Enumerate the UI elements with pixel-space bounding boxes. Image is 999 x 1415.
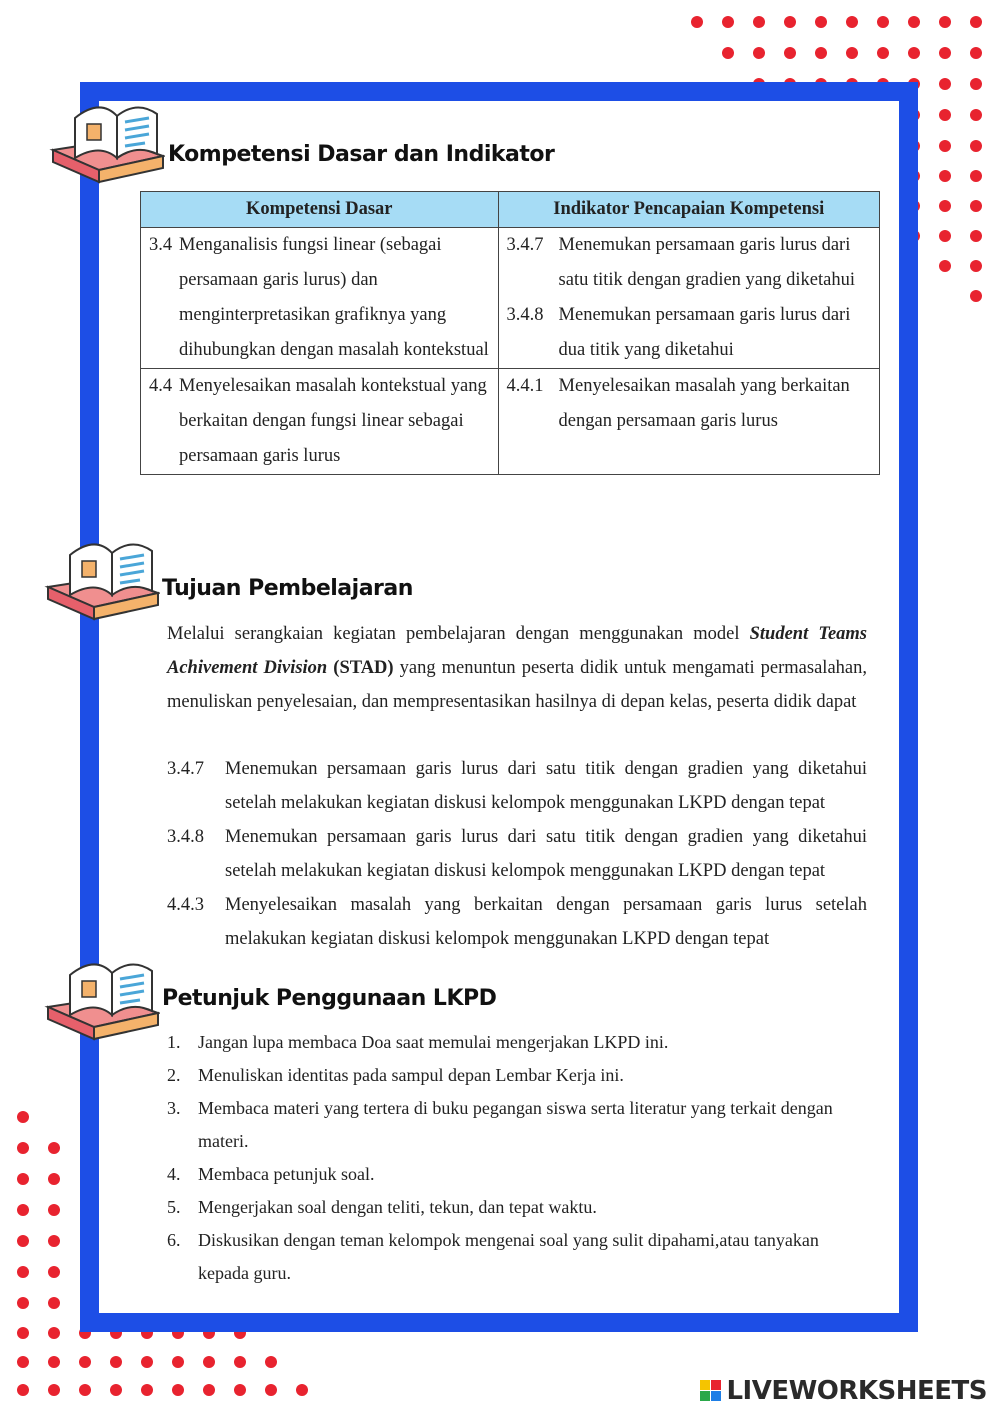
decorative-dot (79, 1384, 91, 1396)
tujuan-list (167, 752, 867, 956)
decorative-dot (939, 170, 951, 182)
petunjuk-number: 4. (167, 1164, 181, 1184)
tujuan-number: 3.4.8 (167, 827, 204, 847)
petunjuk-number: 1. (167, 1032, 181, 1052)
section-title-petunjuk: Petunjuk Penggunaan LKPD (162, 986, 497, 1011)
decorative-dot (110, 1356, 122, 1368)
petunjuk-text: Membaca petunjuk soal. (198, 1164, 375, 1184)
tujuan-number: 3.4.7 (167, 759, 204, 779)
decorative-dot (939, 230, 951, 242)
decorative-dot (48, 1297, 60, 1309)
decorative-dot (17, 1142, 29, 1154)
list-item (167, 1191, 867, 1224)
petunjuk-text: Jangan lupa membaca Doa saat memulai mengerjakan LKPD ini. (198, 1032, 669, 1052)
decorative-dot (48, 1356, 60, 1368)
petunjuk-number: 2. (167, 1065, 181, 1085)
brand-name: LIVEWORKSHEETS (726, 1376, 987, 1406)
petunjuk-number: 3. (167, 1098, 181, 1118)
tujuan-text: Menemukan persamaan garis lurus dari satu titik dengan gradien yang diketahui setelah melakukan kegiatan diskusi kelompok menggunakan LKPD dengan tepat (225, 827, 867, 881)
decorative-dot (110, 1384, 122, 1396)
petunjuk-text: Menuliskan identitas pada sampul depan Lembar Kerja ini. (198, 1065, 624, 1085)
decorative-dot (17, 1384, 29, 1396)
decorative-dot (939, 200, 951, 212)
logo-square-l (700, 1380, 710, 1390)
decorative-dot (17, 1266, 29, 1278)
decorative-dot (939, 109, 951, 121)
list-item (167, 1026, 867, 1059)
decorative-dot (722, 47, 734, 59)
decorative-dot (722, 16, 734, 28)
decorative-dot (17, 1235, 29, 1247)
decorative-dot (48, 1384, 60, 1396)
decorative-dot (784, 16, 796, 28)
decorative-dot (939, 47, 951, 59)
decorative-dot (970, 78, 982, 90)
section-title-tujuan: Tujuan Pembelajaran (162, 576, 413, 601)
decorative-dot (17, 1297, 29, 1309)
book-icon (40, 945, 160, 1045)
logo-square-v (700, 1391, 710, 1401)
section-title-kompetensi: Kompetensi Dasar dan Indikator (168, 142, 555, 167)
decorative-dot (48, 1235, 60, 1247)
decorative-dot (877, 16, 889, 28)
indikator-cell (498, 369, 879, 475)
kd-text: Menganalisis fungsi linear (sebagai persamaan garis lurus) dan menginterpretasikan grafiknya yang dihubungkan dengan masalah kontekstual (179, 235, 489, 360)
decorative-dot (48, 1173, 60, 1185)
decorative-dot (970, 109, 982, 121)
decorative-dot (877, 47, 889, 59)
list-item (167, 1059, 867, 1092)
table-row (141, 228, 880, 369)
tujuan-intro (167, 617, 867, 719)
book-icon (45, 88, 165, 188)
decorative-dot (48, 1204, 60, 1216)
decorative-dot (234, 1384, 246, 1396)
kompetensi-table (140, 191, 880, 475)
decorative-dot (815, 16, 827, 28)
liveworksheets-logo-icon (700, 1380, 722, 1402)
kd-cell (141, 228, 499, 369)
indikator-number: 3.4.7 (506, 235, 544, 255)
petunjuk-number: 5. (167, 1197, 181, 1217)
decorative-dot (970, 170, 982, 182)
decorative-dot (296, 1384, 308, 1396)
table-row (141, 369, 880, 475)
indikator-text: Menyelesaikan masalah yang berkaitan dengan persamaan garis lurus (558, 376, 850, 431)
decorative-dot (17, 1356, 29, 1368)
petunjuk-text: Mengerjakan soal dengan teliti, tekun, dan tepat waktu. (198, 1197, 597, 1217)
list-item (167, 752, 867, 820)
decorative-dot (265, 1356, 277, 1368)
indikator-number: 4.4.1 (506, 376, 544, 396)
decorative-dot (265, 1384, 277, 1396)
indikator-text: Menemukan persamaan garis lurus dari dua titik yang diketahui (558, 305, 851, 360)
decorative-dot (753, 16, 765, 28)
decorative-dot (48, 1142, 60, 1154)
kd-cell (141, 369, 499, 475)
decorative-dot (970, 47, 982, 59)
model-abbr: (STAD) (333, 658, 394, 678)
decorative-dot (846, 16, 858, 28)
petunjuk-text: Diskusikan dengan teman kelompok mengenai soal yang sulit dipahami,atau tanyakan kepada guru. (198, 1230, 819, 1283)
tujuan-number: 4.4.3 (167, 895, 204, 915)
decorative-dot (815, 47, 827, 59)
decorative-dot (172, 1356, 184, 1368)
decorative-dot (141, 1356, 153, 1368)
decorative-dot (753, 47, 765, 59)
decorative-dot (17, 1111, 29, 1123)
decorative-dot (970, 16, 982, 28)
tujuan-intro-before: Melalui serangkaian kegiatan pembelajaran dengan menggunakan model (167, 624, 740, 644)
indikator-text: Menemukan persamaan garis lurus dari satu titik dengan gradien yang diketahui (558, 235, 855, 290)
tujuan-text: Menyelesaikan masalah yang berkaitan dengan persamaan garis lurus setelah melakukan kegiatan diskusi kelompok menggunakan LKPD dengan tepat (225, 895, 867, 949)
indikator-number: 3.4.8 (506, 305, 544, 325)
list-item (167, 1092, 867, 1158)
decorative-dot (172, 1384, 184, 1396)
indikator-cell (498, 228, 879, 369)
decorative-dot (203, 1356, 215, 1368)
decorative-dot (17, 1327, 29, 1339)
petunjuk-number: 6. (167, 1230, 181, 1250)
list-item (167, 888, 867, 956)
petunjuk-list (167, 1026, 867, 1290)
decorative-dot (908, 16, 920, 28)
tujuan-intro-after: yang menuntun peserta didik untuk mengamati permasalahan, menuliskan penyelesaian, dan mempresentasikan hasilnya di depan kelas, peserta didik dapat (167, 658, 867, 712)
liveworksheets-brand[interactable] (700, 1376, 987, 1406)
kd-text: Menyelesaikan masalah kontekstual yang berkaitan dengan fungsi linear sebagai persamaan garis lurus (179, 376, 487, 466)
kd-number: 3.4 (149, 235, 173, 255)
book-icon (40, 525, 160, 625)
decorative-dot (17, 1204, 29, 1216)
tujuan-text: Menemukan persamaan garis lurus dari satu titik dengan gradien yang diketahui setelah melakukan kegiatan diskusi kelompok menggunakan LKPD dengan tepat (225, 759, 867, 813)
decorative-dot (141, 1384, 153, 1396)
decorative-dot (48, 1327, 60, 1339)
decorative-dot (970, 290, 982, 302)
table-header-kd: Kompetensi Dasar (141, 192, 499, 228)
model-name: Student Teams Achivement Division (167, 624, 868, 678)
decorative-dot (970, 200, 982, 212)
decorative-dot (234, 1356, 246, 1368)
decorative-dot (203, 1384, 215, 1396)
kd-number: 4.4 (149, 376, 173, 396)
decorative-dot (970, 140, 982, 152)
decorative-dot (939, 16, 951, 28)
list-item (167, 820, 867, 888)
table-header-indikator: Indikator Pencapaian Kompetensi (498, 192, 879, 228)
logo-square-i (711, 1380, 721, 1390)
decorative-dot (79, 1356, 91, 1368)
logo-square-e (711, 1391, 721, 1401)
decorative-dot (939, 260, 951, 272)
decorative-dot (48, 1266, 60, 1278)
list-item (167, 1158, 867, 1191)
petunjuk-text: Membaca materi yang tertera di buku pegangan siswa serta literatur yang terkait dengan materi. (198, 1098, 833, 1151)
decorative-dot (908, 47, 920, 59)
decorative-dot (939, 140, 951, 152)
decorative-dot (939, 78, 951, 90)
decorative-dot (17, 1173, 29, 1185)
decorative-dot (784, 47, 796, 59)
decorative-dot (970, 260, 982, 272)
decorative-dot (846, 47, 858, 59)
decorative-dot (970, 230, 982, 242)
decorative-dot (691, 16, 703, 28)
list-item (167, 1224, 867, 1290)
